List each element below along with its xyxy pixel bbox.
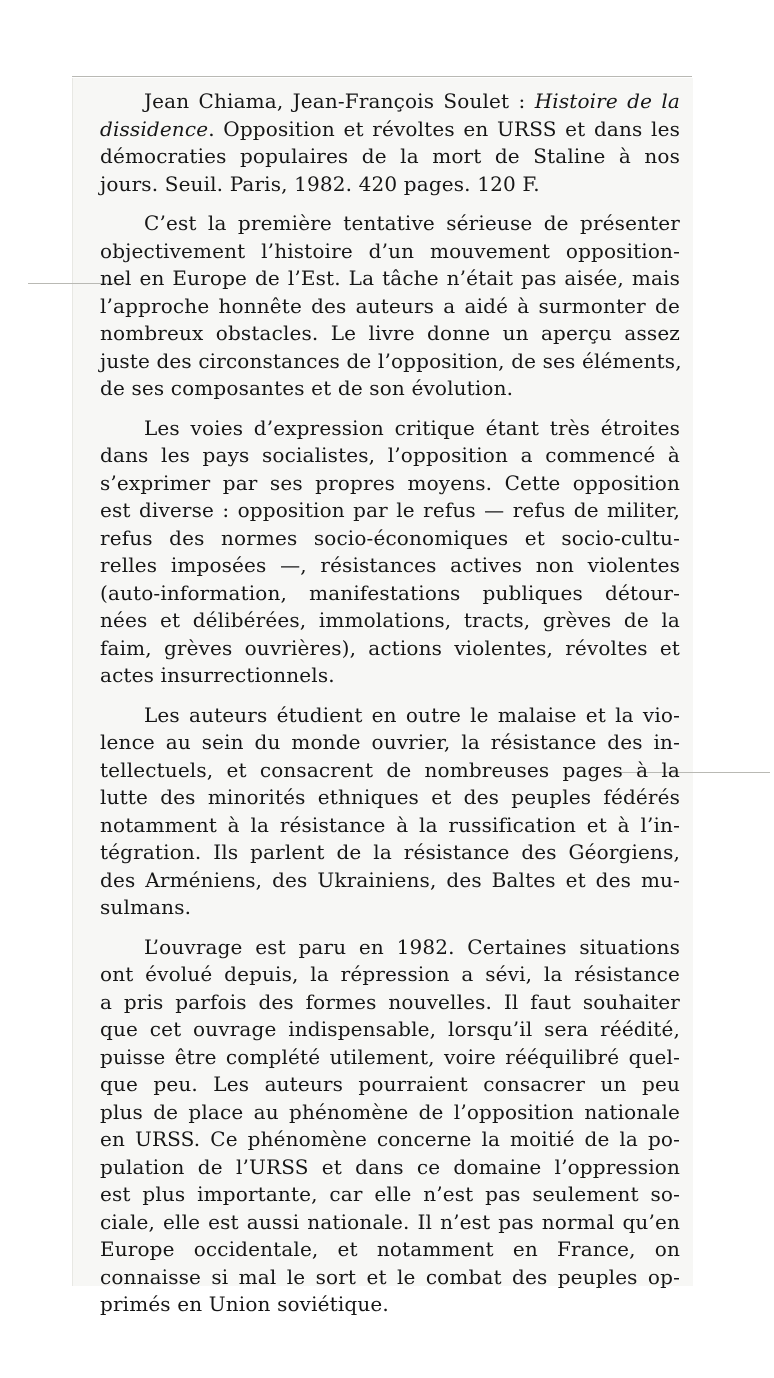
text-line: faim, grèves ouvrières), actions violentes, révoltes et <box>100 635 680 660</box>
text-line: est diverse : opposition par le refus — refus de militer, <box>100 498 680 522</box>
paragraph-4 <box>100 934 680 1319</box>
text-line: ont évolué depuis, la répression a sévi, la résistance <box>100 962 680 986</box>
text-line: s’exprimer par ses propres moyens. Cette opposition <box>100 470 680 495</box>
reference-line <box>100 116 680 144</box>
text-line: Les voies d’expression critique étant très étroites <box>144 415 680 440</box>
reference-line <box>100 88 680 116</box>
clipping-cut-edge <box>72 76 692 77</box>
text-line: actes insurrectionnels. <box>100 663 335 687</box>
text-line: nombreux obstacles. Le livre donne un aperçu assez <box>100 321 680 345</box>
text-line: est plus importante, car elle n’est pas seulement so- <box>100 1182 680 1206</box>
text-line: notamment à la résistance à la russification et à l’in- <box>100 812 680 837</box>
text-line: tellectuels, et consacrent de nombreuses pages à la <box>100 757 680 782</box>
text-line: lence au sein du monde ouvrier, la résistance des in- <box>100 730 680 754</box>
text-line: (auto-information, manifestations publiques détour- <box>100 580 680 605</box>
text-line: que cet ouvrage indispensable, lorsqu’il sera réédité, <box>100 1017 680 1041</box>
text-line: relles imposées —, résistances actives non violentes <box>100 553 680 577</box>
book-reference <box>100 88 680 198</box>
text-line: C’est la première tentative sérieuse de présenter <box>144 211 680 235</box>
text-line: l’approche honnête des auteurs a aidé à surmonter de <box>100 293 680 318</box>
text-line: tégration. Ils parlent de la résistance des Géorgiens, <box>100 840 680 864</box>
reference-authors: Jean Chiama, Jean-François Soulet : <box>144 89 526 113</box>
text-line: pulation de l’URSS et dans ce domaine l’oppression <box>100 1154 680 1179</box>
paragraph-1 <box>100 210 680 403</box>
reference-title: Histoire de la <box>534 89 681 113</box>
reference-title: dissidence <box>100 116 209 141</box>
text-line: L’ouvrage est paru en 1982. Certaines situations <box>144 934 680 959</box>
reference-subtitle: . Opposition et révoltes en URSS et dans les <box>208 116 680 141</box>
text-line: puisse être complété utilement, voire rééquilibré quel- <box>100 1044 680 1069</box>
text-line: Les auteurs étudient en outre le malaise et la vio- <box>144 702 680 727</box>
text-line: en URSS. Ce phénomène concerne la moitié de la po- <box>100 1127 680 1151</box>
text-line: nel en Europe de l’Est. La tâche n’était pas aisée, mais <box>100 266 680 290</box>
text-line: ciale, elle est aussi nationale. Il n’est pas normal qu’en <box>100 1209 680 1234</box>
text-line: que peu. Les auteurs pourraient consacrer un peu <box>100 1072 680 1096</box>
text-line: Europe occidentale, et notamment en France, on <box>100 1237 680 1261</box>
text-line: sulmans. <box>100 895 192 919</box>
paragraph-3 <box>100 702 680 922</box>
text-line: refus des normes socio-économiques et socio-cultu- <box>100 525 680 550</box>
text-line: a pris parfois des formes nouvelles. Il faut souhaiter <box>100 989 680 1014</box>
text-line: juste des circonstances de l’opposition, de ses éléments, <box>100 348 682 373</box>
text-line: connaisse si mal le sort et le combat des peuples op- <box>100 1264 680 1289</box>
paragraph-2 <box>100 415 680 690</box>
text-line: primés en Union soviétique. <box>100 1292 389 1316</box>
text-line: nées et délibérées, immolations, tracts, grèves de la <box>100 608 680 632</box>
text-line: lutte des minorités ethniques et des peuples fédérés <box>100 785 680 809</box>
text-line: de ses composantes et de son évolution. <box>100 376 514 400</box>
text-line: dans les pays socialistes, l’opposition a commencé à <box>100 443 680 467</box>
text-line: des Arméniens, des Ukrainiens, des Baltes et des mu- <box>100 867 680 892</box>
book-review-article <box>100 88 680 1331</box>
reference-line: jours. Seuil. Paris, 1982. 420 pages. 120 F. <box>100 171 540 196</box>
reference-line: démocraties populaires de la mort de Staline à nos <box>100 144 680 168</box>
text-line: objectivement l’histoire d’un mouvement opposition- <box>100 238 680 263</box>
text-line: plus de place au phénomène de l’opposition nationale <box>100 1099 680 1124</box>
